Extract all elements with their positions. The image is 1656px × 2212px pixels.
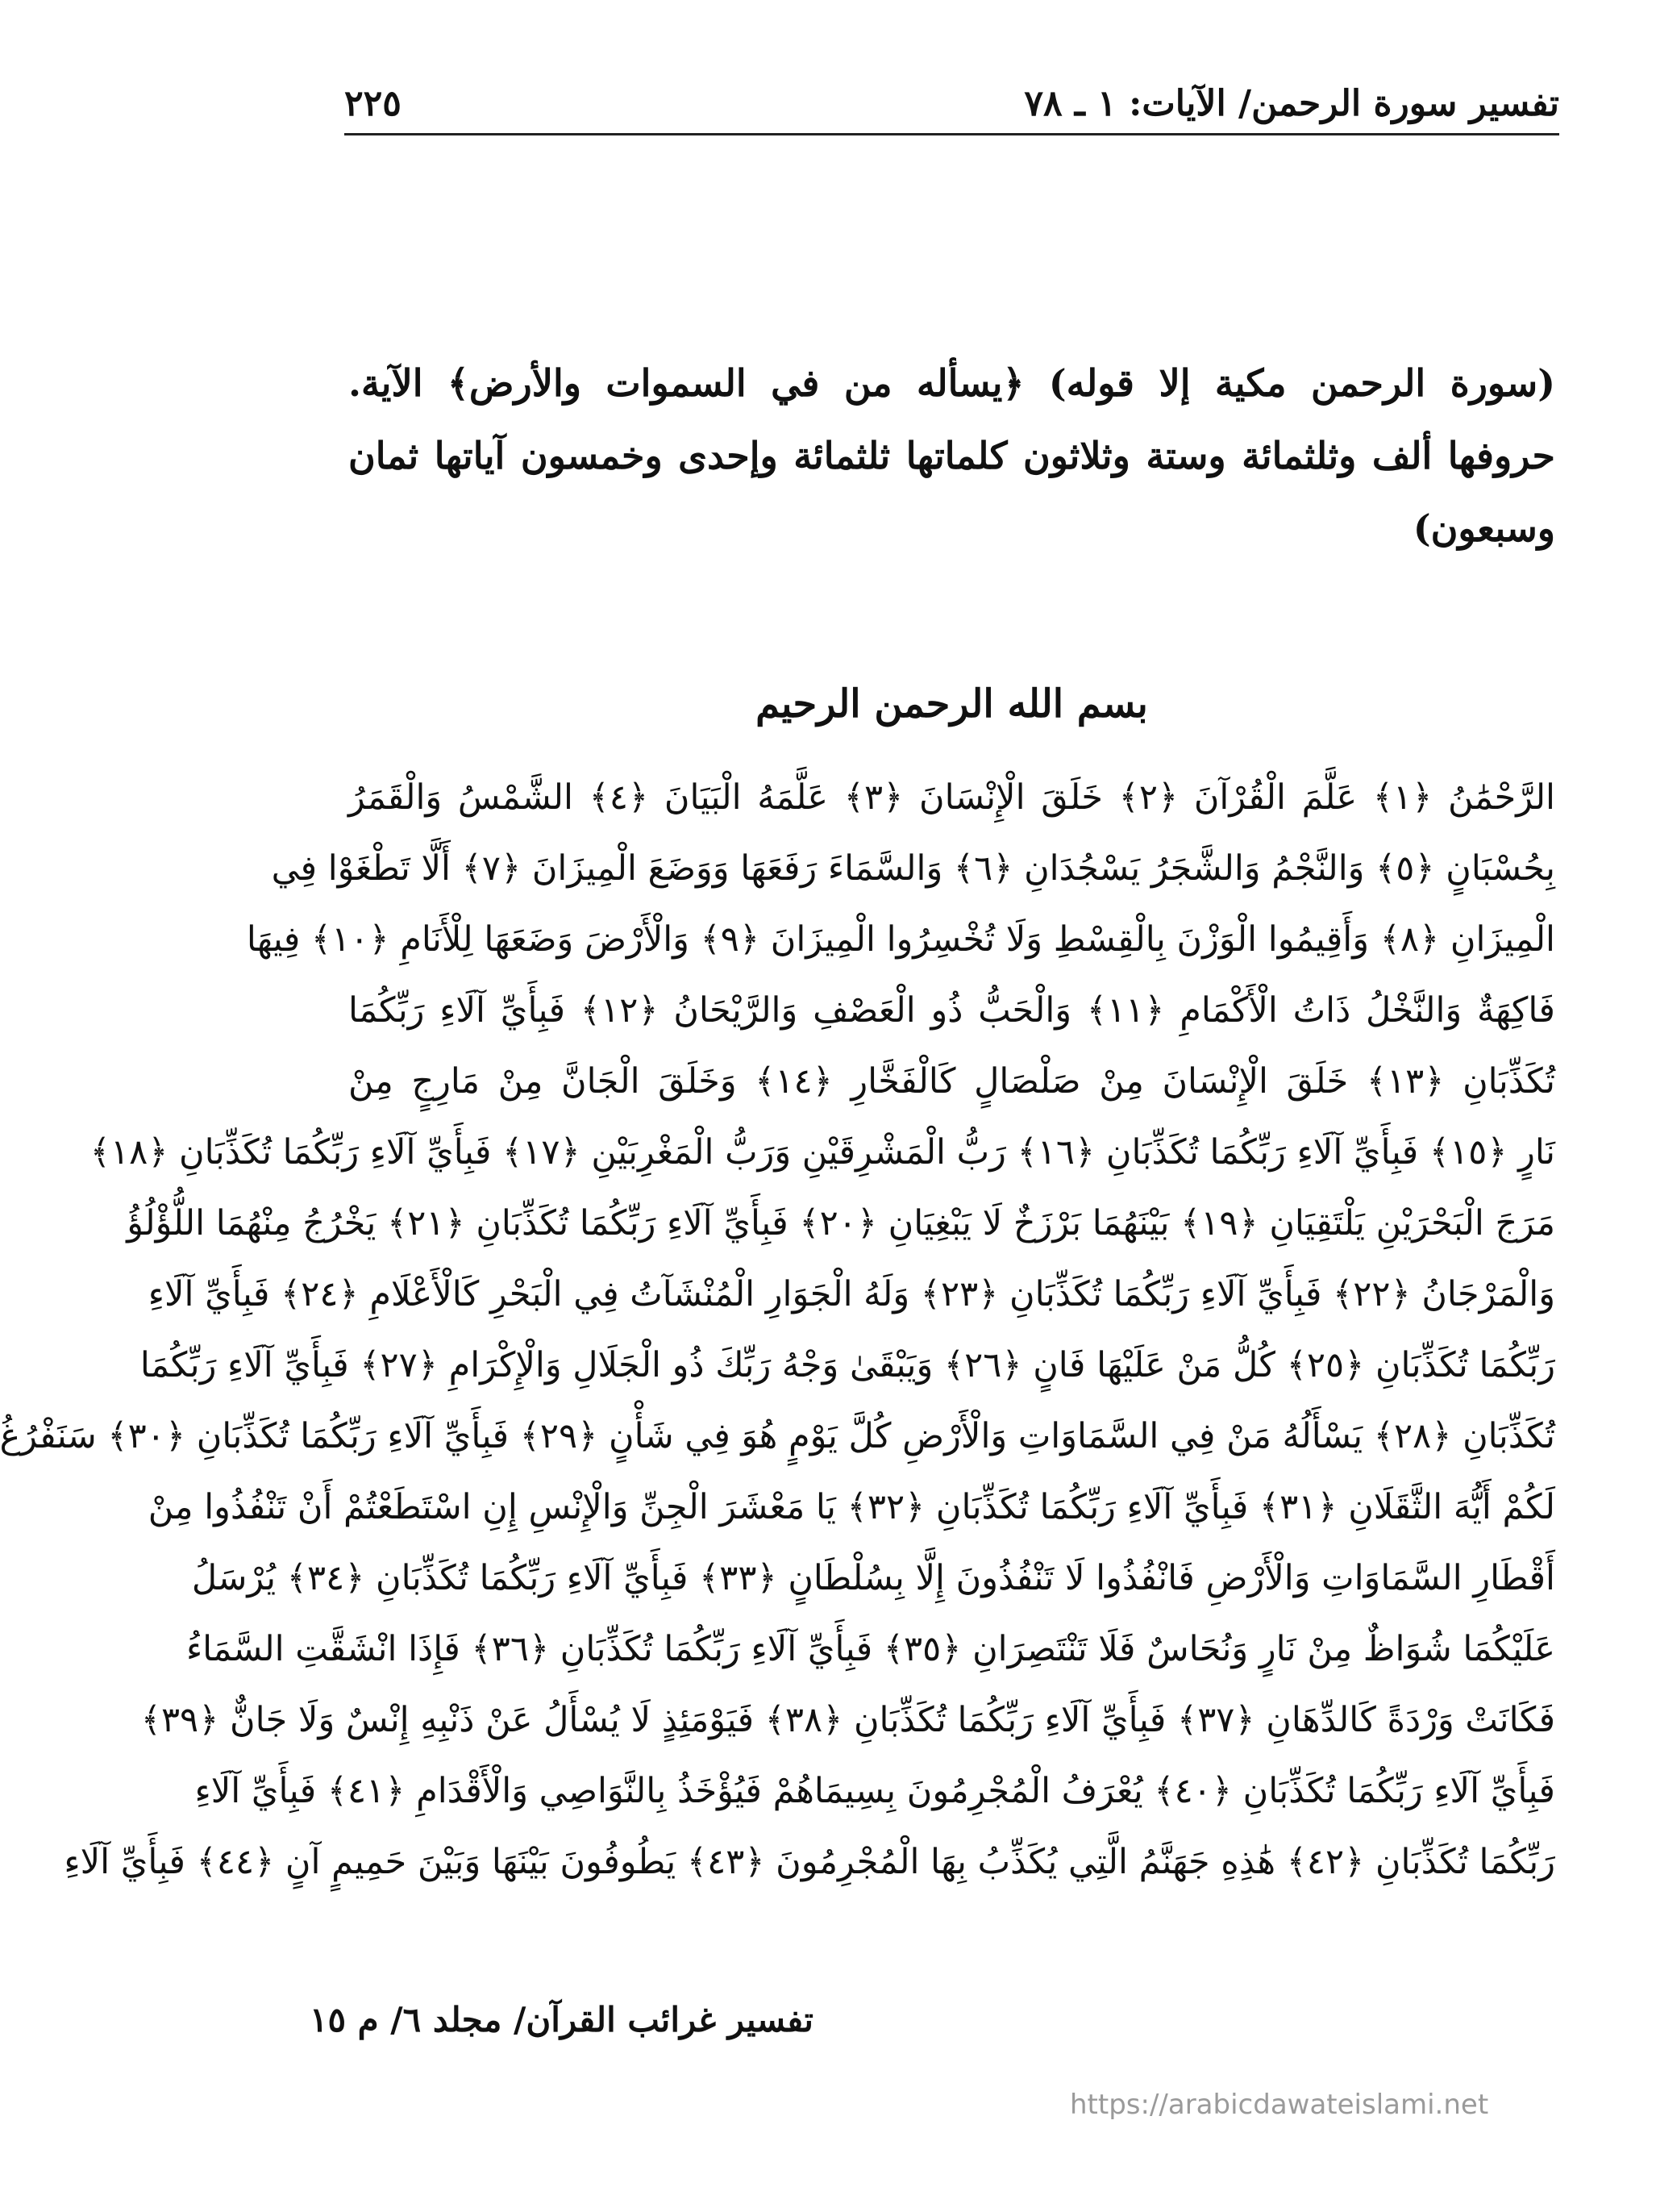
footer-note: تفسير غرائب القرآن/ مجلد ٦/ م ١٥ (309, 2000, 813, 2039)
quran-line-1: الرَّحْمَٰنُ ﴿١﴾ عَلَّمَ الْقُرْآنَ ﴿٢﴾ خَلَقَ الْإِنْسَانَ ﴿٣﴾ عَلَّمَهُ الْبَيَانَ ﴿٤﴾ الشَّمْسُ وَالْقَمَرُ (348, 777, 1555, 818)
quran-line-12: أَقْطَارِ السَّمَاوَاتِ وَالْأَرْضِ فَانْفُذُوا لَا تَنْفُذُونَ إِلَّا بِسُلْطَانٍ ﴿٣٣﴾ فَبِأَيِّ آلَاءِ رَبِّكُمَا تُكَذِّبَانِ ﴿٣٤﴾ يُرْسَلُ (191, 1558, 1555, 1598)
page-header (344, 77, 1559, 135)
header-title: تفسير سورة الرحمن/ الآيات: ١ ـ ٧٨ (1024, 83, 1559, 124)
surah-introduction (348, 347, 1555, 564)
introduction-text: (سورة الرحمن مكية إلا قوله) ﴿يسأله من في السموات والأرض﴾ الآية. حروفها ألف وثلثمائة وستة وثلاثون كلماتها ثلثمائة وإحدى وخمسون آياتها ثمان وسبعون) (348, 361, 1555, 550)
watermark-url: https://arabicdawateislami.net (1070, 2089, 1489, 2121)
quran-line-8: وَالْمَرْجَانُ ﴿٢٢﴾ فَبِأَيِّ آلَاءِ رَبِّكُمَا تُكَذِّبَانِ ﴿٢٣﴾ وَلَهُ الْجَوَارِ الْمُنْشَآتُ فِي الْبَحْرِ كَالْأَعْلَامِ ﴿٢٤﴾ فَبِأَيِّ آلَاءِ (148, 1274, 1555, 1314)
quran-line-7: مَرَجَ الْبَحْرَيْنِ يَلْتَقِيَانِ ﴿١٩﴾ بَيْنَهُمَا بَرْزَخٌ لَا يَبْغِيَانِ ﴿٢٠﴾ فَبِأَيِّ آلَاءِ رَبِّكُمَا تُكَذِّبَانِ ﴿٢١﴾ يَخْرُجُ مِنْهُمَا اللُّؤْلُؤُ (127, 1203, 1555, 1243)
quran-text-block (0, 762, 1556, 1897)
quran-line-10: تُكَذِّبَانِ ﴿٢٨﴾ يَسْأَلُهُ مَنْ فِي السَّمَاوَاتِ وَالْأَرْضِ كُلَّ يَوْمٍ هُوَ فِي شَأْنٍ ﴿٢٩﴾ فَبِأَيِّ آلَاءِ رَبِّكُمَا تُكَذِّبَانِ ﴿٣٠﴾ سَنَفْرُغُ (0, 1416, 1555, 1456)
quran-line-15: فَبِأَيِّ آلَاءِ رَبِّكُمَا تُكَذِّبَانِ ﴿٤٠﴾ يُعْرَفُ الْمُجْرِمُونَ بِسِيمَاهُمْ فَيُؤْخَذُ بِالنَّوَاصِي وَالْأَقْدَامِ ﴿٤١﴾ فَبِأَيِّ آلَاءِ (194, 1771, 1555, 1811)
page-number: ٢٢٥ (344, 83, 402, 124)
quran-line-9: رَبِّكُمَا تُكَذِّبَانِ ﴿٢٥﴾ كُلُّ مَنْ عَلَيْهَا فَانٍ ﴿٢٦﴾ وَيَبْقَىٰ وَجْهُ رَبِّكَ ذُو الْجَلَالِ وَالْإِكْرَامِ ﴿٢٧﴾ فَبِأَيِّ آلَاءِ رَبِّكُمَا (139, 1345, 1555, 1385)
quran-line-2: بِحُسْبَانٍ ﴿٥﴾ وَالنَّجْمُ وَالشَّجَرُ يَسْجُدَانِ ﴿٦﴾ وَالسَّمَاءَ رَفَعَهَا وَوَضَعَ الْمِيزَانَ ﴿٧﴾ أَلَّا تَطْغَوْا فِي (271, 848, 1555, 889)
quran-line-6: نَارٍ ﴿١٥﴾ فَبِأَيِّ آلَاءِ رَبِّكُمَا تُكَذِّبَانِ ﴿١٦﴾ رَبُّ الْمَشْرِقَيْنِ وَرَبُّ الْمَغْرِبَيْنِ ﴿١٧﴾ فَبِأَيِّ آلَاءِ رَبِّكُمَا تُكَذِّبَانِ ﴿١٨﴾ (89, 1132, 1555, 1173)
quran-line-16: رَبِّكُمَا تُكَذِّبَانِ ﴿٤٢﴾ هَٰذِهِ جَهَنَّمُ الَّتِي يُكَذِّبُ بِهَا الْمُجْرِمُونَ ﴿٤٣﴾ يَطُوفُونَ بَيْنَهَا وَبَيْنَ حَمِيمٍ آنٍ ﴿٤٤﴾ فَبِأَيِّ آلَاءِ (64, 1842, 1555, 1882)
quran-line-4: فَاكِهَةٌ وَالنَّخْلُ ذَاتُ الْأَكْمَامِ ﴿١١﴾ وَالْحَبُّ ذُو الْعَصْفِ وَالرَّيْحَانُ ﴿١٢﴾ فَبِأَيِّ آلَاءِ رَبِّكُمَا (348, 990, 1555, 1031)
quran-line-3: الْمِيزَانِ ﴿٨﴾ وَأَقِيمُوا الْوَزْنَ بِالْقِسْطِ وَلَا تُخْسِرُوا الْمِيزَانَ ﴿٩﴾ وَالْأَرْضَ وَضَعَهَا لِلْأَنَامِ ﴿١٠﴾ فِيهَا (246, 919, 1555, 960)
basmala-heading: بسم الله الرحمن الرحيم (755, 681, 1148, 727)
quran-line-13: عَلَيْكُمَا شُوَاظٌ مِنْ نَارٍ وَنُحَاسٌ فَلَا تَنْتَصِرَانِ ﴿٣٥﴾ فَبِأَيِّ آلَاءِ رَبِّكُمَا تُكَذِّبَانِ ﴿٣٦﴾ فَإِذَا انْشَقَّتِ السَّمَاءُ (185, 1629, 1555, 1669)
quran-line-11: لَكُمْ أَيُّهَ الثَّقَلَانِ ﴿٣١﴾ فَبِأَيِّ آلَاءِ رَبِّكُمَا تُكَذِّبَانِ ﴿٣٢﴾ يَا مَعْشَرَ الْجِنِّ وَالْإِنْسِ إِنِ اسْتَطَعْتُمْ أَنْ تَنْفُذُوا مِنْ (148, 1487, 1555, 1527)
quran-line-5: تُكَذِّبَانِ ﴿١٣﴾ خَلَقَ الْإِنْسَانَ مِنْ صَلْصَالٍ كَالْفَخَّارِ ﴿١٤﴾ وَخَلَقَ الْجَانَّ مِنْ مَارِجٍ مِنْ (348, 1061, 1556, 1102)
quran-line-14: فَكَانَتْ وَرْدَةً كَالدِّهَانِ ﴿٣٧﴾ فَبِأَيِّ آلَاءِ رَبِّكُمَا تُكَذِّبَانِ ﴿٣٨﴾ فَيَوْمَئِذٍ لَا يُسْأَلُ عَنْ ذَنْبِهِ إِنْسٌ وَلَا جَانٌّ ﴿٣٩﴾ (140, 1700, 1555, 1740)
